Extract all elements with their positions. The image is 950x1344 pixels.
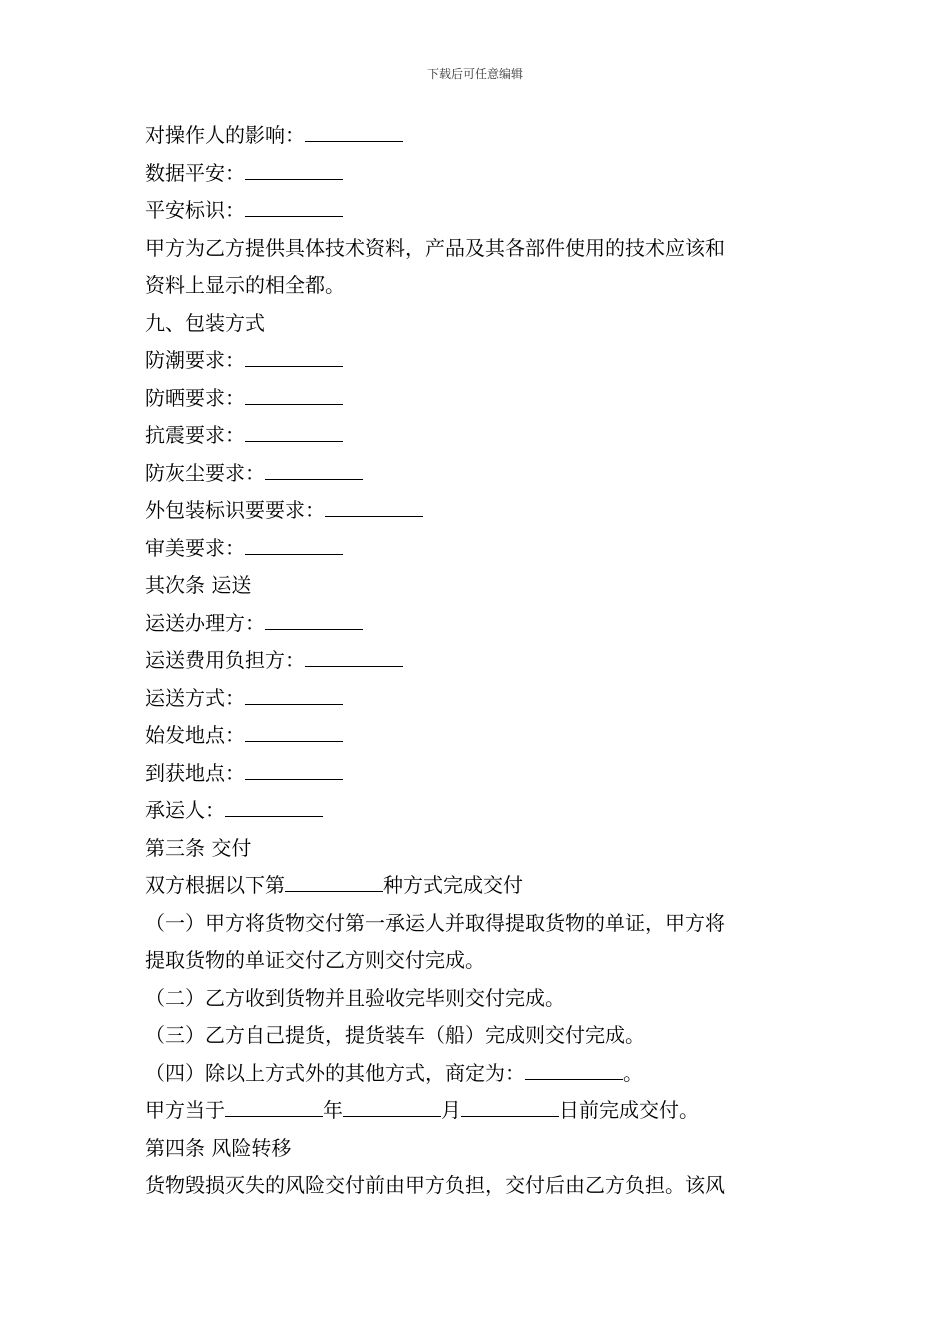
fill-in-blank[interactable] [245, 761, 343, 780]
line-text: 提取货物的单证交付乙方则交付完成。 [145, 948, 485, 972]
line-text: 防灰尘要求： [145, 460, 265, 485]
fill-in-blank[interactable] [245, 348, 343, 367]
document-line [145, 455, 810, 493]
fill-in-blank[interactable] [305, 123, 403, 142]
fill-in-blank[interactable] [525, 1061, 623, 1080]
fill-in-blank[interactable] [305, 648, 403, 667]
fill-in-blank[interactable] [245, 536, 343, 555]
line-text: 九、包装方式 [145, 310, 265, 335]
document-line [145, 117, 810, 155]
fill-in-blank[interactable] [265, 611, 363, 630]
document-line [145, 417, 810, 455]
fill-in-blank[interactable] [265, 461, 363, 480]
line-text: 月 [441, 1098, 461, 1122]
document-line [145, 492, 810, 530]
line-text: 其次条 运送 [145, 573, 252, 597]
line-text: 平安标识： [145, 198, 245, 222]
document-line [145, 567, 810, 605]
document-line [145, 1092, 810, 1130]
line-text: 甲方为乙方提供具体技术资料，产品及其各部件使用的技术应该和 [145, 235, 725, 260]
line-text: 抗震要求： [145, 423, 245, 447]
line-text: 运送办理方： [145, 610, 265, 635]
line-text: 承运人： [145, 798, 225, 822]
line-text: 第四条 风险转移 [145, 1135, 292, 1160]
document-line [145, 980, 810, 1018]
fill-in-blank[interactable] [461, 1098, 559, 1117]
document-line [145, 1167, 810, 1205]
document-line [145, 755, 810, 793]
line-text: （一）甲方将货物交付第一承运人并取得提取货物的单证，甲方将 [145, 910, 725, 935]
document-line [145, 642, 810, 680]
fill-in-blank[interactable] [245, 161, 343, 180]
fill-in-blank[interactable] [245, 423, 343, 442]
document-line [145, 680, 810, 718]
document-line [145, 905, 810, 943]
fill-in-blank[interactable] [225, 798, 323, 817]
line-text: 资料上显示的相全都。 [145, 273, 345, 297]
document-line [145, 342, 810, 380]
fill-in-blank[interactable] [325, 498, 423, 517]
fill-in-blank[interactable] [285, 873, 383, 892]
document-line [145, 530, 810, 568]
line-text: 运送费用负担方： [145, 648, 305, 672]
line-text: 双方根据以下第 [145, 873, 285, 897]
document-line [145, 1055, 810, 1093]
document-line [145, 267, 810, 305]
line-text: 数据平安： [145, 160, 245, 185]
fill-in-blank[interactable] [245, 686, 343, 705]
document-line [145, 380, 810, 418]
line-text: 防潮要求： [145, 348, 245, 372]
document-line [145, 792, 810, 830]
document-line [145, 830, 810, 868]
document-line [145, 1017, 810, 1055]
document-line [145, 942, 810, 980]
line-text: 外包装标识要要求： [145, 498, 325, 522]
document-line [145, 155, 810, 193]
line-text: 审美要求： [145, 535, 245, 560]
line-text: （四）除以上方式外的其他方式，商定为： [145, 1060, 525, 1085]
line-text: （三）乙方自己提货，提货装车（船）完成则交付完成。 [145, 1023, 645, 1047]
line-text: 防晒要求： [145, 385, 245, 410]
line-text: 对操作人的影响： [145, 123, 305, 147]
line-text: 运送方式： [145, 685, 245, 710]
fill-in-blank[interactable] [343, 1098, 441, 1117]
fill-in-blank[interactable] [245, 198, 343, 217]
line-text: 货物毁损灭失的风险交付前由甲方负担，交付后由乙方负担。该风 [145, 1173, 725, 1197]
line-text: 到获地点： [145, 760, 245, 785]
page-header: 下载后可任意编辑 [426, 67, 523, 81]
line-text: 。 [623, 1060, 643, 1085]
document-line [145, 305, 810, 343]
fill-in-blank[interactable] [245, 386, 343, 405]
line-text: 种方式完成交付 [383, 873, 523, 897]
document-line [145, 192, 810, 230]
line-text: （二）乙方收到货物并且验收完毕则交付完成。 [145, 985, 565, 1010]
line-text: 日前完成交付。 [559, 1098, 699, 1122]
fill-in-blank[interactable] [225, 1098, 323, 1117]
document-line [145, 717, 810, 755]
line-text: 甲方当于 [145, 1098, 225, 1122]
fill-in-blank[interactable] [245, 723, 343, 742]
line-text: 第三条 交付 [145, 835, 252, 860]
line-text: 始发地点： [145, 723, 245, 747]
document-body [145, 117, 810, 1205]
document-line [145, 1130, 810, 1168]
document-line [145, 605, 810, 643]
document-line [145, 230, 810, 268]
document-line [145, 867, 810, 905]
line-text: 年 [323, 1098, 343, 1122]
